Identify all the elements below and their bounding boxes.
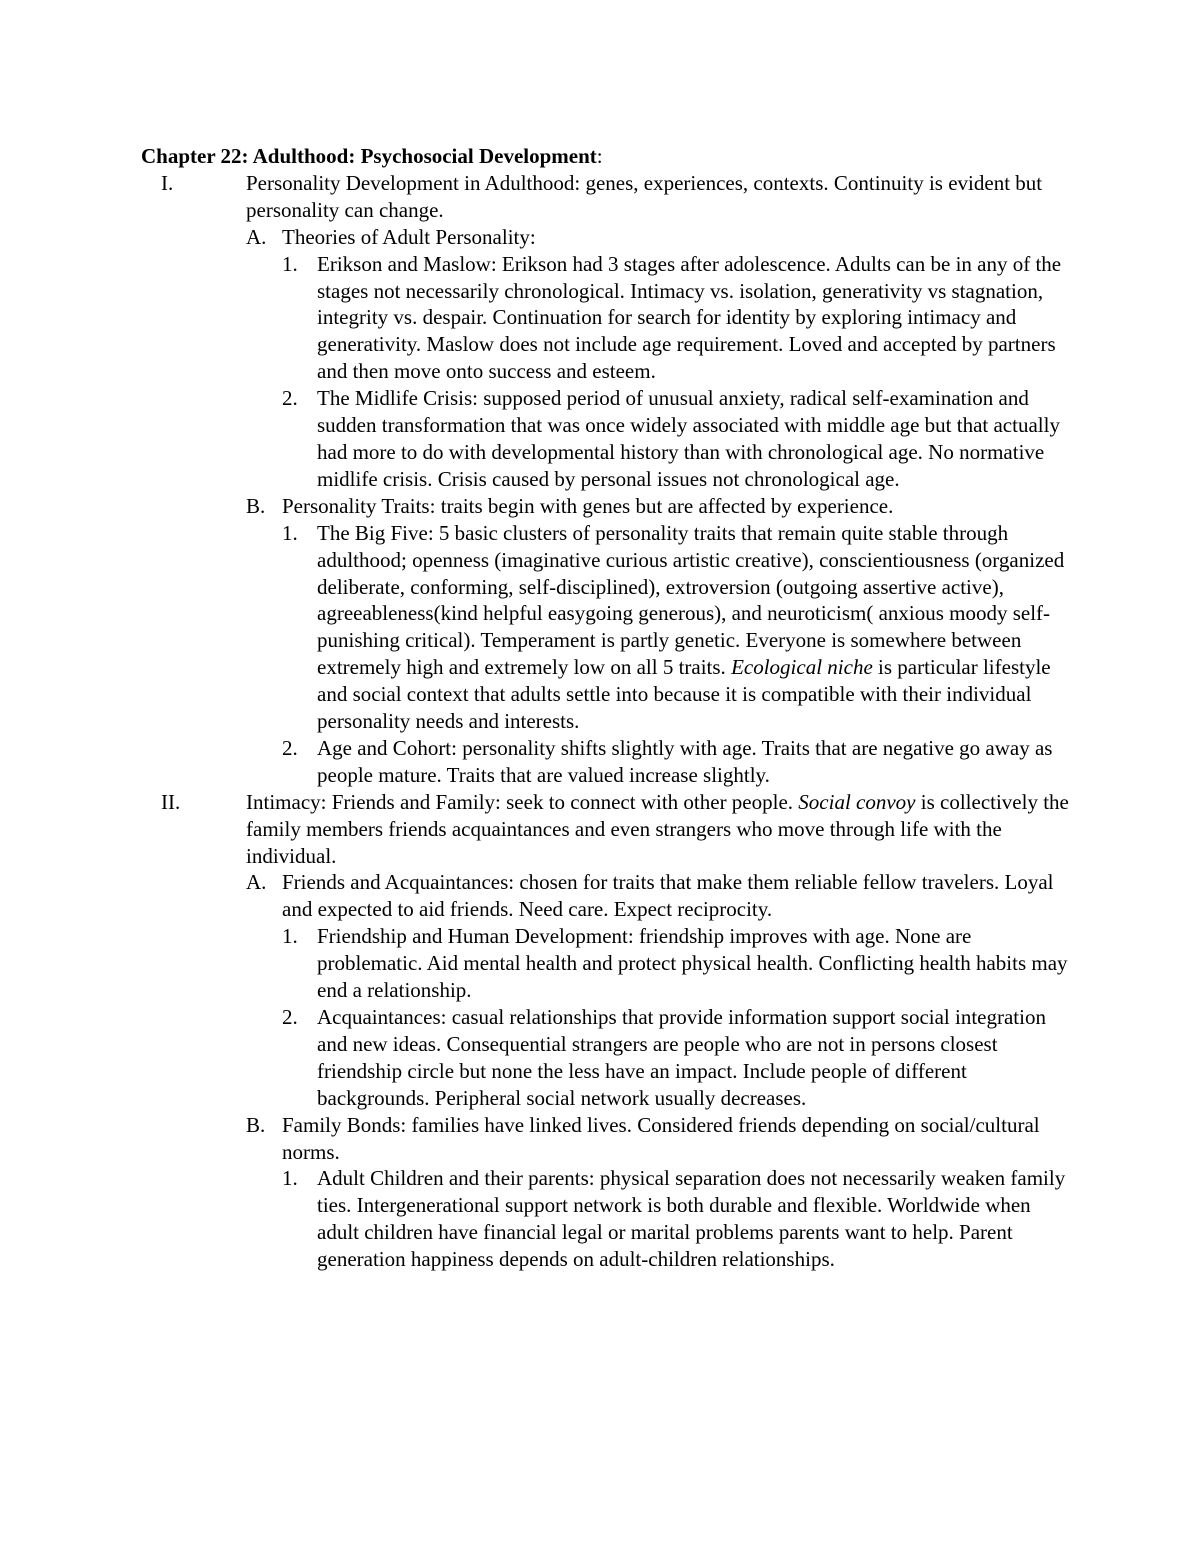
section-text-part: Intimacy: Friends and Family: seek to connect with other people. [246,789,799,814]
outline-section-1 [141,170,1071,224]
subsection-marker: A. [246,224,267,249]
section-text-part: is collectively the family members friends acquaintances and even strangers who move through life with the individual. [246,789,1069,868]
item-text-part: is particular lifestyle and social context that adults settle into because it is compatible with their individual personality needs and interests. [317,655,1051,734]
item-text: Acquaintances: casual relationships that provide information support social integration and new ideas. Consequential strangers are people who are not in persons closest friendship circle but none the less have an impact. Include people of different backgrounds. Peripheral social network usually decreases. [317,1005,1046,1110]
item-marker: 2. [282,386,298,411]
item-marker: 2. [282,1005,298,1029]
item-marker: 2. [282,735,298,760]
subsection-text: Theories of Adult Personality: [282,224,536,249]
outline-item-2a1 [141,923,1071,1004]
emphasis-term: Social convoy [798,789,916,814]
subsection-marker: B. [246,493,266,518]
item-text: Friendship and Human Development: friendship improves with age. None are problematic. Aid mental health and protect physical health. Conflicting health habits may end a relationship. [317,924,1068,1003]
outline-subsection-2b [141,1112,1071,1166]
document-body [141,143,1071,1273]
subsection-marker: A. [246,870,267,895]
outline-item-1a1 [141,251,1071,386]
outline-item-2b1 [141,1165,1071,1273]
subsection-text: Family Bonds: families have linked lives. Considered friends depending on social/cultural norms. [282,1112,1040,1164]
item-marker: 1. [282,924,298,949]
item-text: Age and Cohort: personality shifts slightly with age. Traits that are negative go away as people mature. Traits that are valued increase slightly. [317,735,1053,787]
title-suffix: : [596,144,603,168]
outline-section-2 [141,789,1071,870]
outline-subsection-1a [141,224,1071,251]
section-text: Personality Development in Adulthood: genes, experiences, contexts. Continuity is evident but personality can change. [246,170,1043,222]
outline-item-1b2 [141,735,1071,789]
item-text [317,520,1071,735]
item-text: Erikson and Maslow: Erikson had 3 stages after adolescence. Adults can be in any of the stages not necessarily chronological. Intimacy vs. isolation, generativity vs stagnation, integrity vs. despair. Continuation for search for identity by exploring intimacy and generativity. Maslow does not include age requirement. Loved and accepted by partners and then move onto success and esteem. [317,251,1062,384]
section-marker: II. [161,789,181,814]
item-marker: 1. [282,251,298,276]
item-marker: 1. [282,1166,298,1191]
subsection-text: Friends and Acquaintances: chosen for traits that make them reliable fellow travelers. Loyal and expected to aid friends. Need care. Expect reciprocity. [282,870,1054,922]
subsection-text: Personality Traits: traits begin with genes but are affected by experience. [282,493,894,518]
page-title [141,143,1071,170]
item-text-part: The Big Five: 5 basic clusters of personality traits that remain quite stable through adulthood; openness (imaginative curious artistic creative), conscientiousness (organized deliberate, conforming, self-disciplined), extroversion (outgoing assertive active), agreeableness(kind helpful easygoing generous), and neuroticism( anxious moody self-punishing critical). Temperament is partly genetic. Everyone is somewhere between extremely high and extremely low on all 5 traits. [317,520,1065,680]
emphasis-term: Ecological niche [731,655,873,680]
title-text: Chapter 22: Adulthood: Psychosocial Development [141,144,597,168]
item-marker: 1. [282,520,298,545]
section-text [246,789,1071,870]
subsection-marker: B. [246,1112,266,1137]
outline-item-2a2 [141,1004,1071,1112]
outline-item-1b1 [141,520,1071,735]
section-marker: I. [161,170,174,195]
item-text: The Midlife Crisis: supposed period of unusual anxiety, radical self-examination and sudden transformation that was once widely associated with middle age but that actually had more to do with developmental history than with chronological age. No normative midlife crisis. Crisis caused by personal issues not chronological age. [317,386,1060,491]
outline-item-1a2 [141,385,1071,493]
outline-subsection-1b [141,493,1071,520]
outline-subsection-2a [141,869,1071,923]
item-text: Adult Children and their parents: physical separation does not necessarily weaken family ties. Intergenerational support network is both durable and flexible. Worldwide when adult children have financial legal or marital problems parents want to help. Parent generation happiness depends on adult-children relationships. [317,1166,1066,1272]
